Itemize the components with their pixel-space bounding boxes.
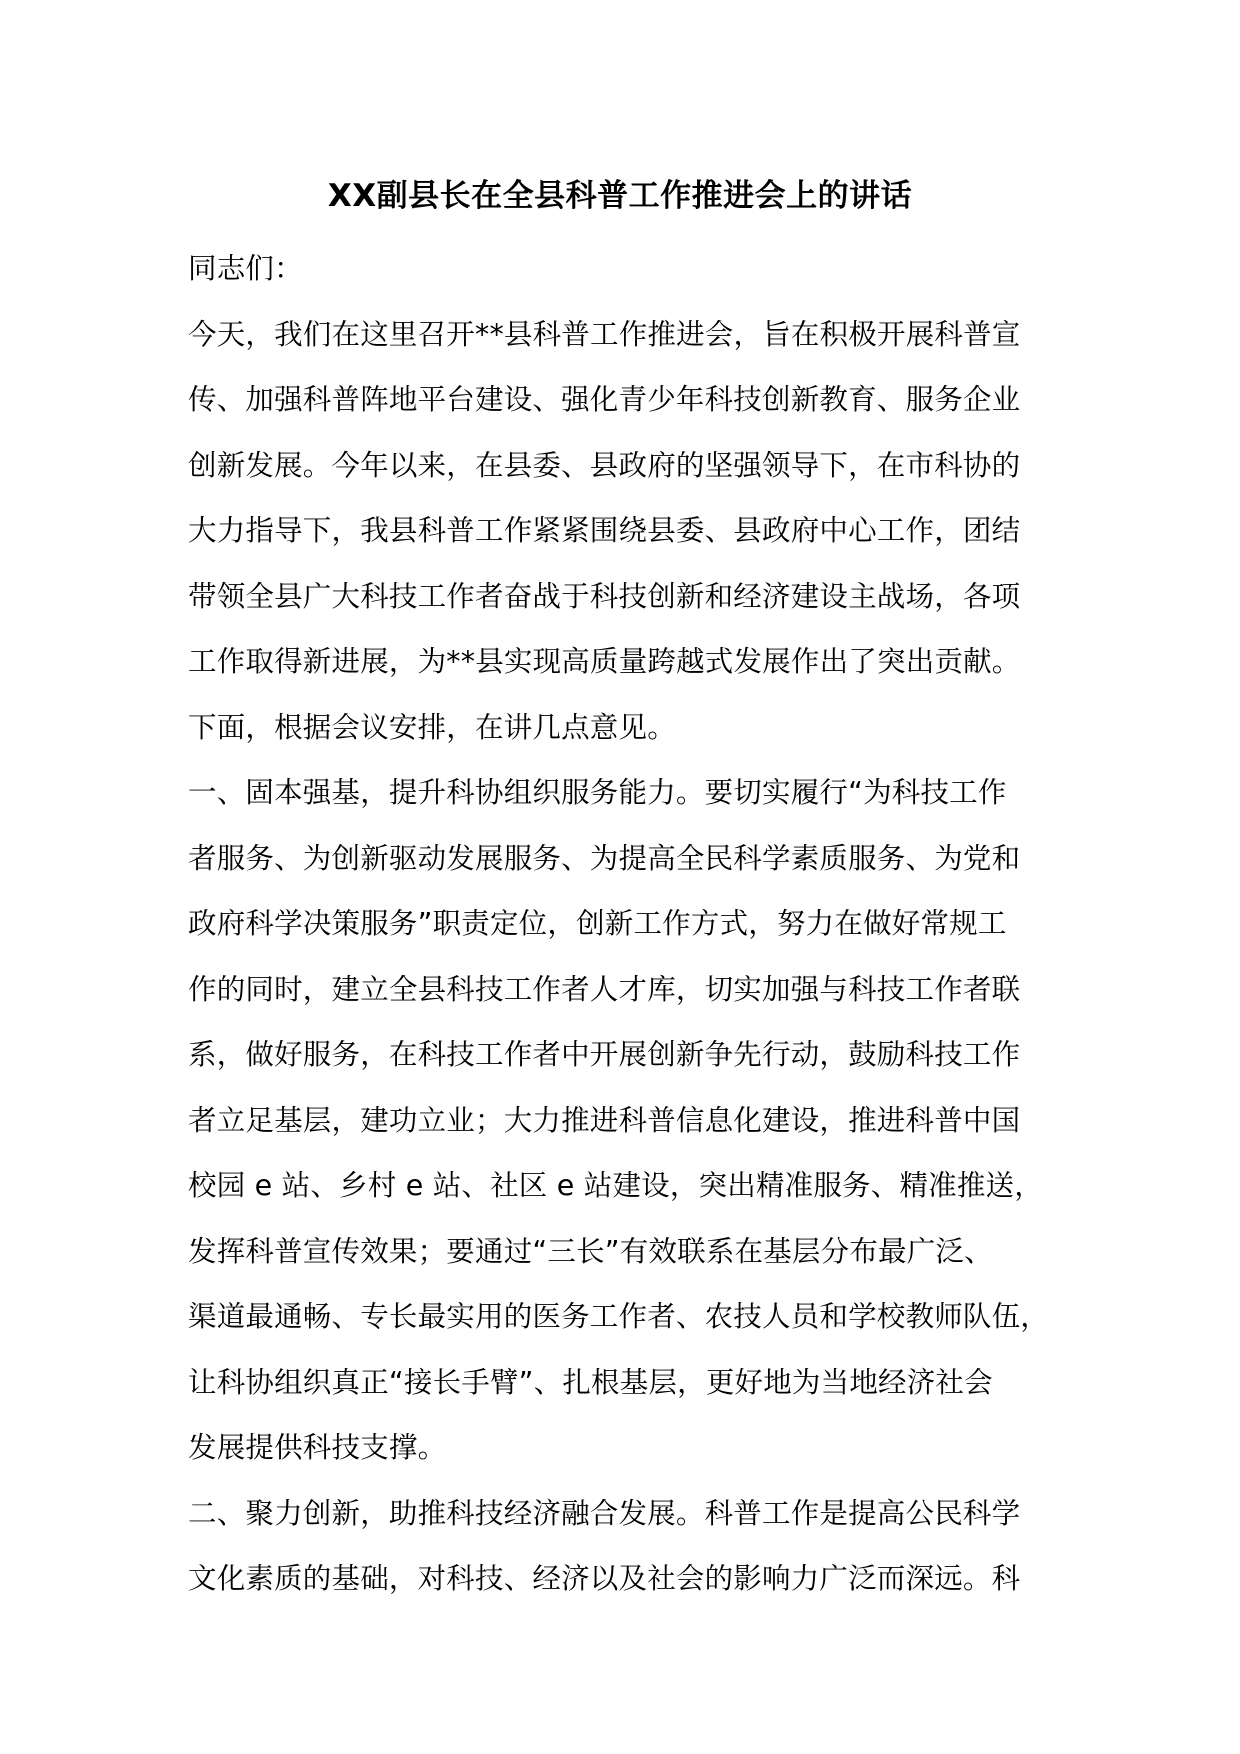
body-line: 二、聚力创新，助推科技经济融合发展。科普工作是提高公民科学 (188, 1496, 1021, 1530)
body-line: 今天，我们在这里召开**县科普工作推进会，旨在积极开展科普宣 (188, 317, 1021, 351)
body-line: 文化素质的基础，对科技、经济以及社会的影响力广泛而深远。科 (188, 1562, 1021, 1595)
body-line: 下面，根据会议安排，在讲几点意见。 (188, 710, 676, 744)
body-line: 发挥科普宣传效果；要通过“三长”有效联系在基层分布最广泛、 (188, 1234, 993, 1268)
body-line: 作的同时，建立全县科技工作者人才库，切实加强与科技工作者联 (188, 972, 1021, 1006)
document-body (188, 244, 1058, 1620)
body-line: 大力指导下，我县科普工作紧紧围绕县委、县政府中心工作，团结 (188, 514, 1021, 547)
document-title: XX副县长在全县科普工作推进会上的讲话 (327, 178, 913, 214)
body-line: 者立足基层，建功立业；大力推进科普信息化建设，推进科普中国 (188, 1103, 1021, 1137)
body-line: 让科协组织真正“接长手臂”、扎根基层，更好地为当地经济社会 (188, 1365, 993, 1399)
body-line: 工作取得新进展，为**县实现高质量跨越式发展作出了突出贡献。 (188, 645, 1021, 678)
body-line: 系，做好服务，在科技工作者中开展创新争先行动，鼓励科技工作 (188, 1038, 1021, 1071)
body-line: 同志们： (188, 252, 303, 285)
body-line: 一、固本强基，提升科协组织服务能力。要切实履行“为科技工作 (188, 776, 1007, 809)
body-line: 带领全县广大科技工作者奋战于科技创新和经济建设主战场，各项 (188, 579, 1021, 613)
body-line: 发展提供科技支撑。 (188, 1431, 447, 1464)
body-line: 政府科学决策服务”职责定位，创新工作方式，努力在做好常规工 (188, 907, 1007, 940)
body-line: 渠道最通畅、专长最实用的医务工作者、农技人员和学校教师队伍， (188, 1300, 1050, 1333)
body-line: 者服务、为创新驱动发展服务、为提高全民科学素质服务、为党和 (188, 841, 1021, 875)
body-line: 创新发展。今年以来，在县委、县政府的坚强领导下，在市科协的 (188, 448, 1021, 482)
body-line: 传、加强科普阵地平台建设、强化青少年科技创新教育、服务企业 (188, 383, 1021, 416)
body-line: 校园 e 站、乡村 e 站、社区 e 站建设，突出精准服务、精准推送， (188, 1169, 1043, 1202)
